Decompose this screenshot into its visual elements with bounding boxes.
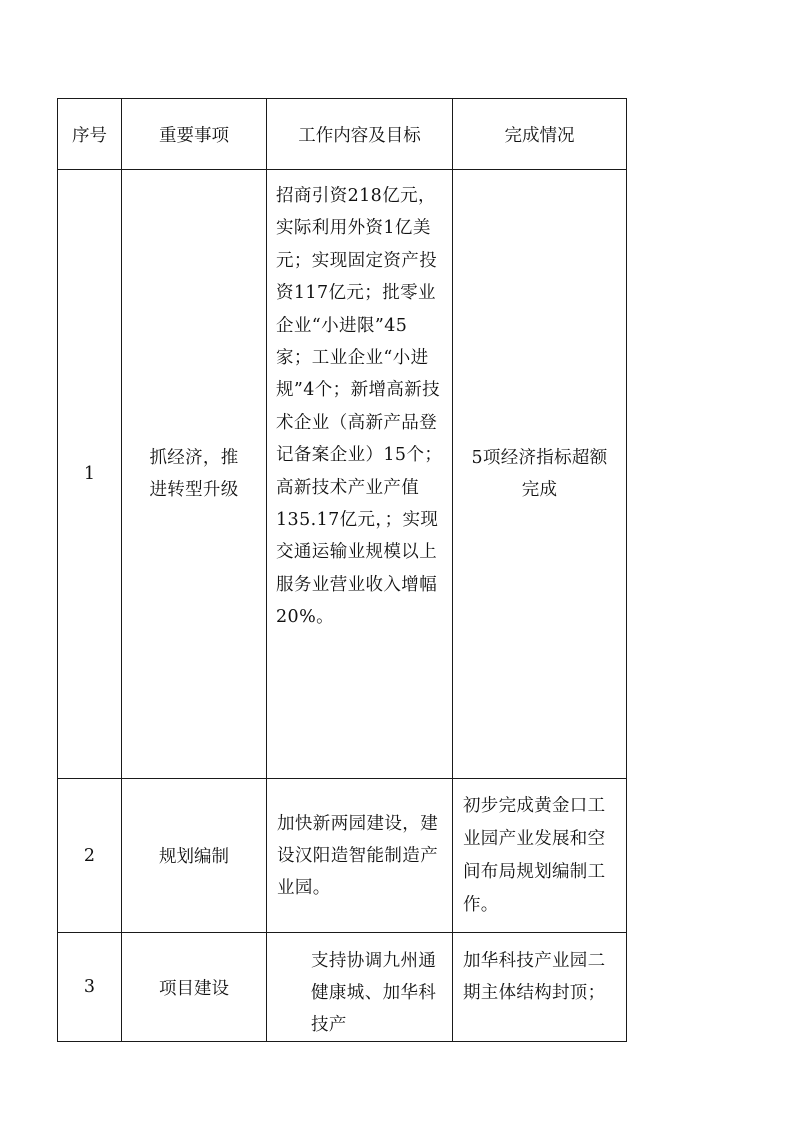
header-content-goal: 工作内容及目标 [267, 99, 453, 170]
row-content: 加快新两园建设，建设汉阳造智能制造产业园。 [267, 779, 453, 933]
work-report-table [57, 98, 627, 1042]
row-item: 抓经济，推进转型升级 [122, 170, 267, 779]
row-serial: 2 [58, 779, 122, 933]
row-serial: 3 [58, 933, 122, 1042]
header-serial: 序号 [58, 99, 122, 170]
row-status: 5项经济指标超额完成 [453, 170, 627, 779]
row-content [267, 933, 453, 1042]
row-item: 项目建设 [122, 933, 267, 1042]
row-serial: 1 [58, 170, 122, 779]
header-key-item: 重要事项 [122, 99, 267, 170]
row-status: 初步完成黄金口工业园产业发展和空间布局规划编制工作。 [453, 779, 627, 933]
table-header-row [58, 99, 627, 170]
row-content-text: 支持协调九州通健康城、加华科技产 [311, 951, 437, 1035]
header-completion: 完成情况 [453, 99, 627, 170]
row-status: 加华科技产业园二期主体结构封顶； [453, 933, 627, 1042]
row-item: 规划编制 [122, 779, 267, 933]
table-row [58, 779, 627, 933]
table-row [58, 170, 627, 779]
table-row [58, 933, 627, 1042]
row-content: 招商引资218亿元，实际利用外资1亿美元；实现固定资产投资117亿元；批零业企业“小进限”45家；工业企业“小进规”4个；新增高新技术企业（高新产品登记备案企业）15个；高新技术产业产值135.17亿元，；实现交通运输业规模以上服务业营业收入增幅20%。 [267, 170, 453, 779]
